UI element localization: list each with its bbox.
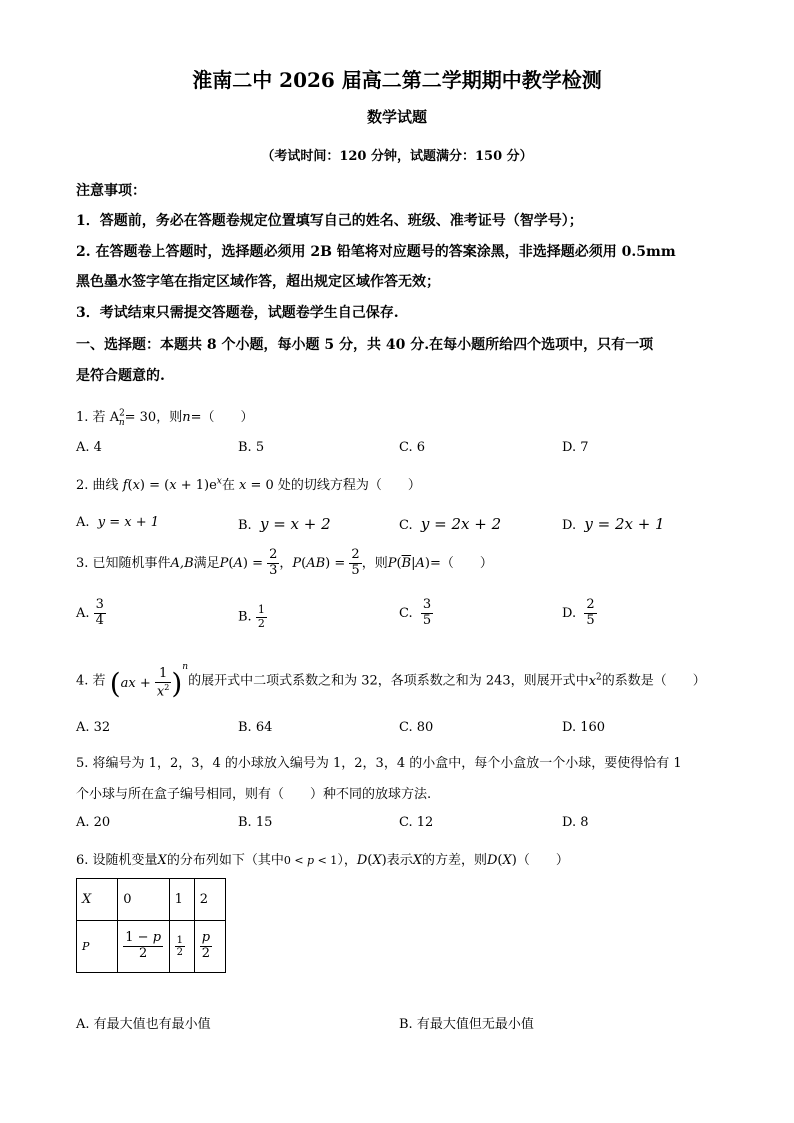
- q4-option-d: D. 160: [562, 720, 606, 735]
- q2-point: x = 0: [239, 478, 278, 493]
- q2-function: $f(x) = (x + 1)e^x$: [122, 476, 222, 493]
- q6-mid4: 的方差，则: [421, 853, 487, 868]
- section-heading-line1: 一、选择题：本题共 8 个小题，每小题 5 分，共 40 分.在每小题所给四个选项中，只有一项: [76, 337, 654, 353]
- table-cell: 1: [169, 879, 194, 921]
- q3-suffix: =（ ）: [429, 555, 493, 571]
- q6-suffix: （ ）: [516, 853, 569, 868]
- distribution-table: [76, 878, 226, 973]
- q6-mid3: 表示: [386, 853, 413, 868]
- question-4: 4. 若 (ax + $\frac{1}{x^2}$ )$^n$的展开式中二项式系数之和为 32，各项系数之和为 243，则展开式中$x^2$的系数是（ ）: [76, 662, 706, 700]
- section-heading-line2: 是符合题意的.: [76, 368, 165, 384]
- table-cell: 0: [118, 879, 169, 921]
- q3-option-d: D. $\frac{2}{5}$: [562, 597, 595, 628]
- question-6: 6. 设随机变量X的分布列如下（其中0 < p < 1），D(X)表示X的方差，则D(X)（ ）: [76, 853, 569, 868]
- q1-option-b: B. 5: [238, 440, 265, 455]
- q5-option-d: D. 8: [562, 815, 589, 830]
- q3-option-b: B. $\frac{1}{2}$: [238, 603, 265, 630]
- table-header-x: X: [77, 879, 118, 921]
- exam-subtitle: 数学试题: [366, 108, 427, 126]
- q6-mid: 的分布列如下（其中: [166, 853, 284, 868]
- q6-option-a: A. 有最大值也有最小值: [76, 1017, 211, 1032]
- q4-binomial: (ax + $\frac{1}{x^2}$ )$^n$: [109, 662, 189, 700]
- q6-option-b: B. 有最大值但无最小值: [399, 1017, 534, 1032]
- q3-vars: A,B: [170, 555, 194, 571]
- q1-prefix: 1. 若: [76, 410, 106, 425]
- q3-sep: ，: [279, 555, 293, 571]
- q2-option-b: B. y = x + 2: [238, 515, 331, 533]
- question-5-line1: 5. 将编号为 1，2，3，4 的小球放入编号为 1，2，3，4 的小盒中，每个小盒放一个小球，要使得恰有 1: [76, 756, 682, 771]
- q3-mid2: ，则: [361, 555, 388, 571]
- q2-option-a: A. y = x + 1: [76, 515, 160, 530]
- note-item-2-cont: 黑色墨水签字笔在指定区域作答，超出规定区域作答无效；: [76, 274, 440, 290]
- q2-option-d-math: y = 2x + 1: [584, 515, 665, 533]
- q1-option-c: C. 6: [399, 440, 426, 455]
- table-cell: $\frac{p}{2}$: [194, 921, 225, 973]
- q1-formula: $A^2_n= 30$: [109, 408, 157, 428]
- q4-option-c: C. 80: [399, 720, 434, 735]
- table-cell: $\frac{1 - p}{2}$: [118, 921, 169, 973]
- note-item-3: 3．考试结束只需提交答题卷，试题卷学生自己保存.: [76, 305, 399, 321]
- question-3: [76, 548, 493, 579]
- exam-title: 淮南二中 2026 届高二第二学期期中教学检测: [192, 68, 602, 92]
- q5-option-c: C. 12: [399, 815, 434, 830]
- note-item-2: 2. 在答题卷上答题时，选择题必须用 2B 铅笔将对应题号的答案涂黑，非选择题必须用 0.5mm: [76, 244, 676, 260]
- q2-option-c-math: y = 2x + 2: [420, 515, 502, 533]
- q1-mid: ，则: [156, 410, 183, 425]
- q6-prefix: 6. 设随机变量: [76, 853, 158, 868]
- q1-option-a: A. 4: [76, 440, 102, 455]
- q3-option-c: C. $\frac{3}{5}$: [399, 597, 432, 628]
- q5-option-b: B. 15: [238, 815, 273, 830]
- q3-mid: 满足: [193, 555, 220, 571]
- table-header-p: P: [77, 921, 118, 973]
- table-cell: $\frac{1}{2}$: [169, 921, 194, 973]
- q4-option-b: B. 64: [238, 720, 273, 735]
- note-item-1: 1．答题前，务必在答题卷规定位置填写自己的姓名、班级、准考证号（智学号）；: [76, 213, 583, 229]
- exam-time-note: （考试时间：120 分钟，试题满分：150 分）: [261, 149, 533, 164]
- q3-option-a: A. $\frac{3}{4}$: [76, 597, 104, 628]
- q3-pa: P(A) = $\frac{2}{3}$: [219, 547, 278, 578]
- notes-heading: 注意事项：: [76, 183, 146, 199]
- q2-option-b-math: y = x + 2: [259, 515, 331, 533]
- q2-option-c: C. y = 2x + 2: [399, 515, 502, 533]
- q4-option-a: A. 32: [76, 720, 111, 735]
- table-row: [77, 879, 226, 921]
- table-row: [77, 921, 226, 973]
- q1-option-d: D. 7: [562, 440, 589, 455]
- q3-pab: P(AB) = $\frac{2}{5}$: [292, 547, 360, 578]
- q4-text: 的展开式中二项式系数之和为 32，各项系数之和为 243，则展开式中: [188, 673, 589, 689]
- table-cell: 2: [194, 879, 225, 921]
- q3-prefix: 3. 已知随机事件: [76, 555, 171, 571]
- q4-suffix: 的系数是（ ）: [601, 673, 706, 689]
- q2-option-a-math: y = x + 1: [97, 515, 160, 530]
- question-5-line2: 个小球与所在盒子编号相同，则有（ ）种不同的放球方法.: [76, 787, 432, 802]
- q2-option-d: D. y = 2x + 1: [562, 515, 665, 533]
- q2-prefix: 2. 曲线: [76, 478, 119, 493]
- q5-option-a: A. 20: [76, 815, 111, 830]
- q3-cond: $P(\overline{B}|A)$: [387, 555, 430, 571]
- q2-suffix: 处的切线方程为（ ）: [277, 478, 421, 493]
- question-2: [76, 474, 421, 493]
- q6-mid2: ），: [337, 853, 357, 868]
- q4-prefix: 4. 若: [76, 673, 106, 689]
- q1-suffix: =（ ）: [190, 410, 254, 425]
- question-1: 1. 若 $A^2_n= 30$，则n=（ ）: [76, 408, 254, 428]
- q2-mid: 在: [221, 478, 235, 493]
